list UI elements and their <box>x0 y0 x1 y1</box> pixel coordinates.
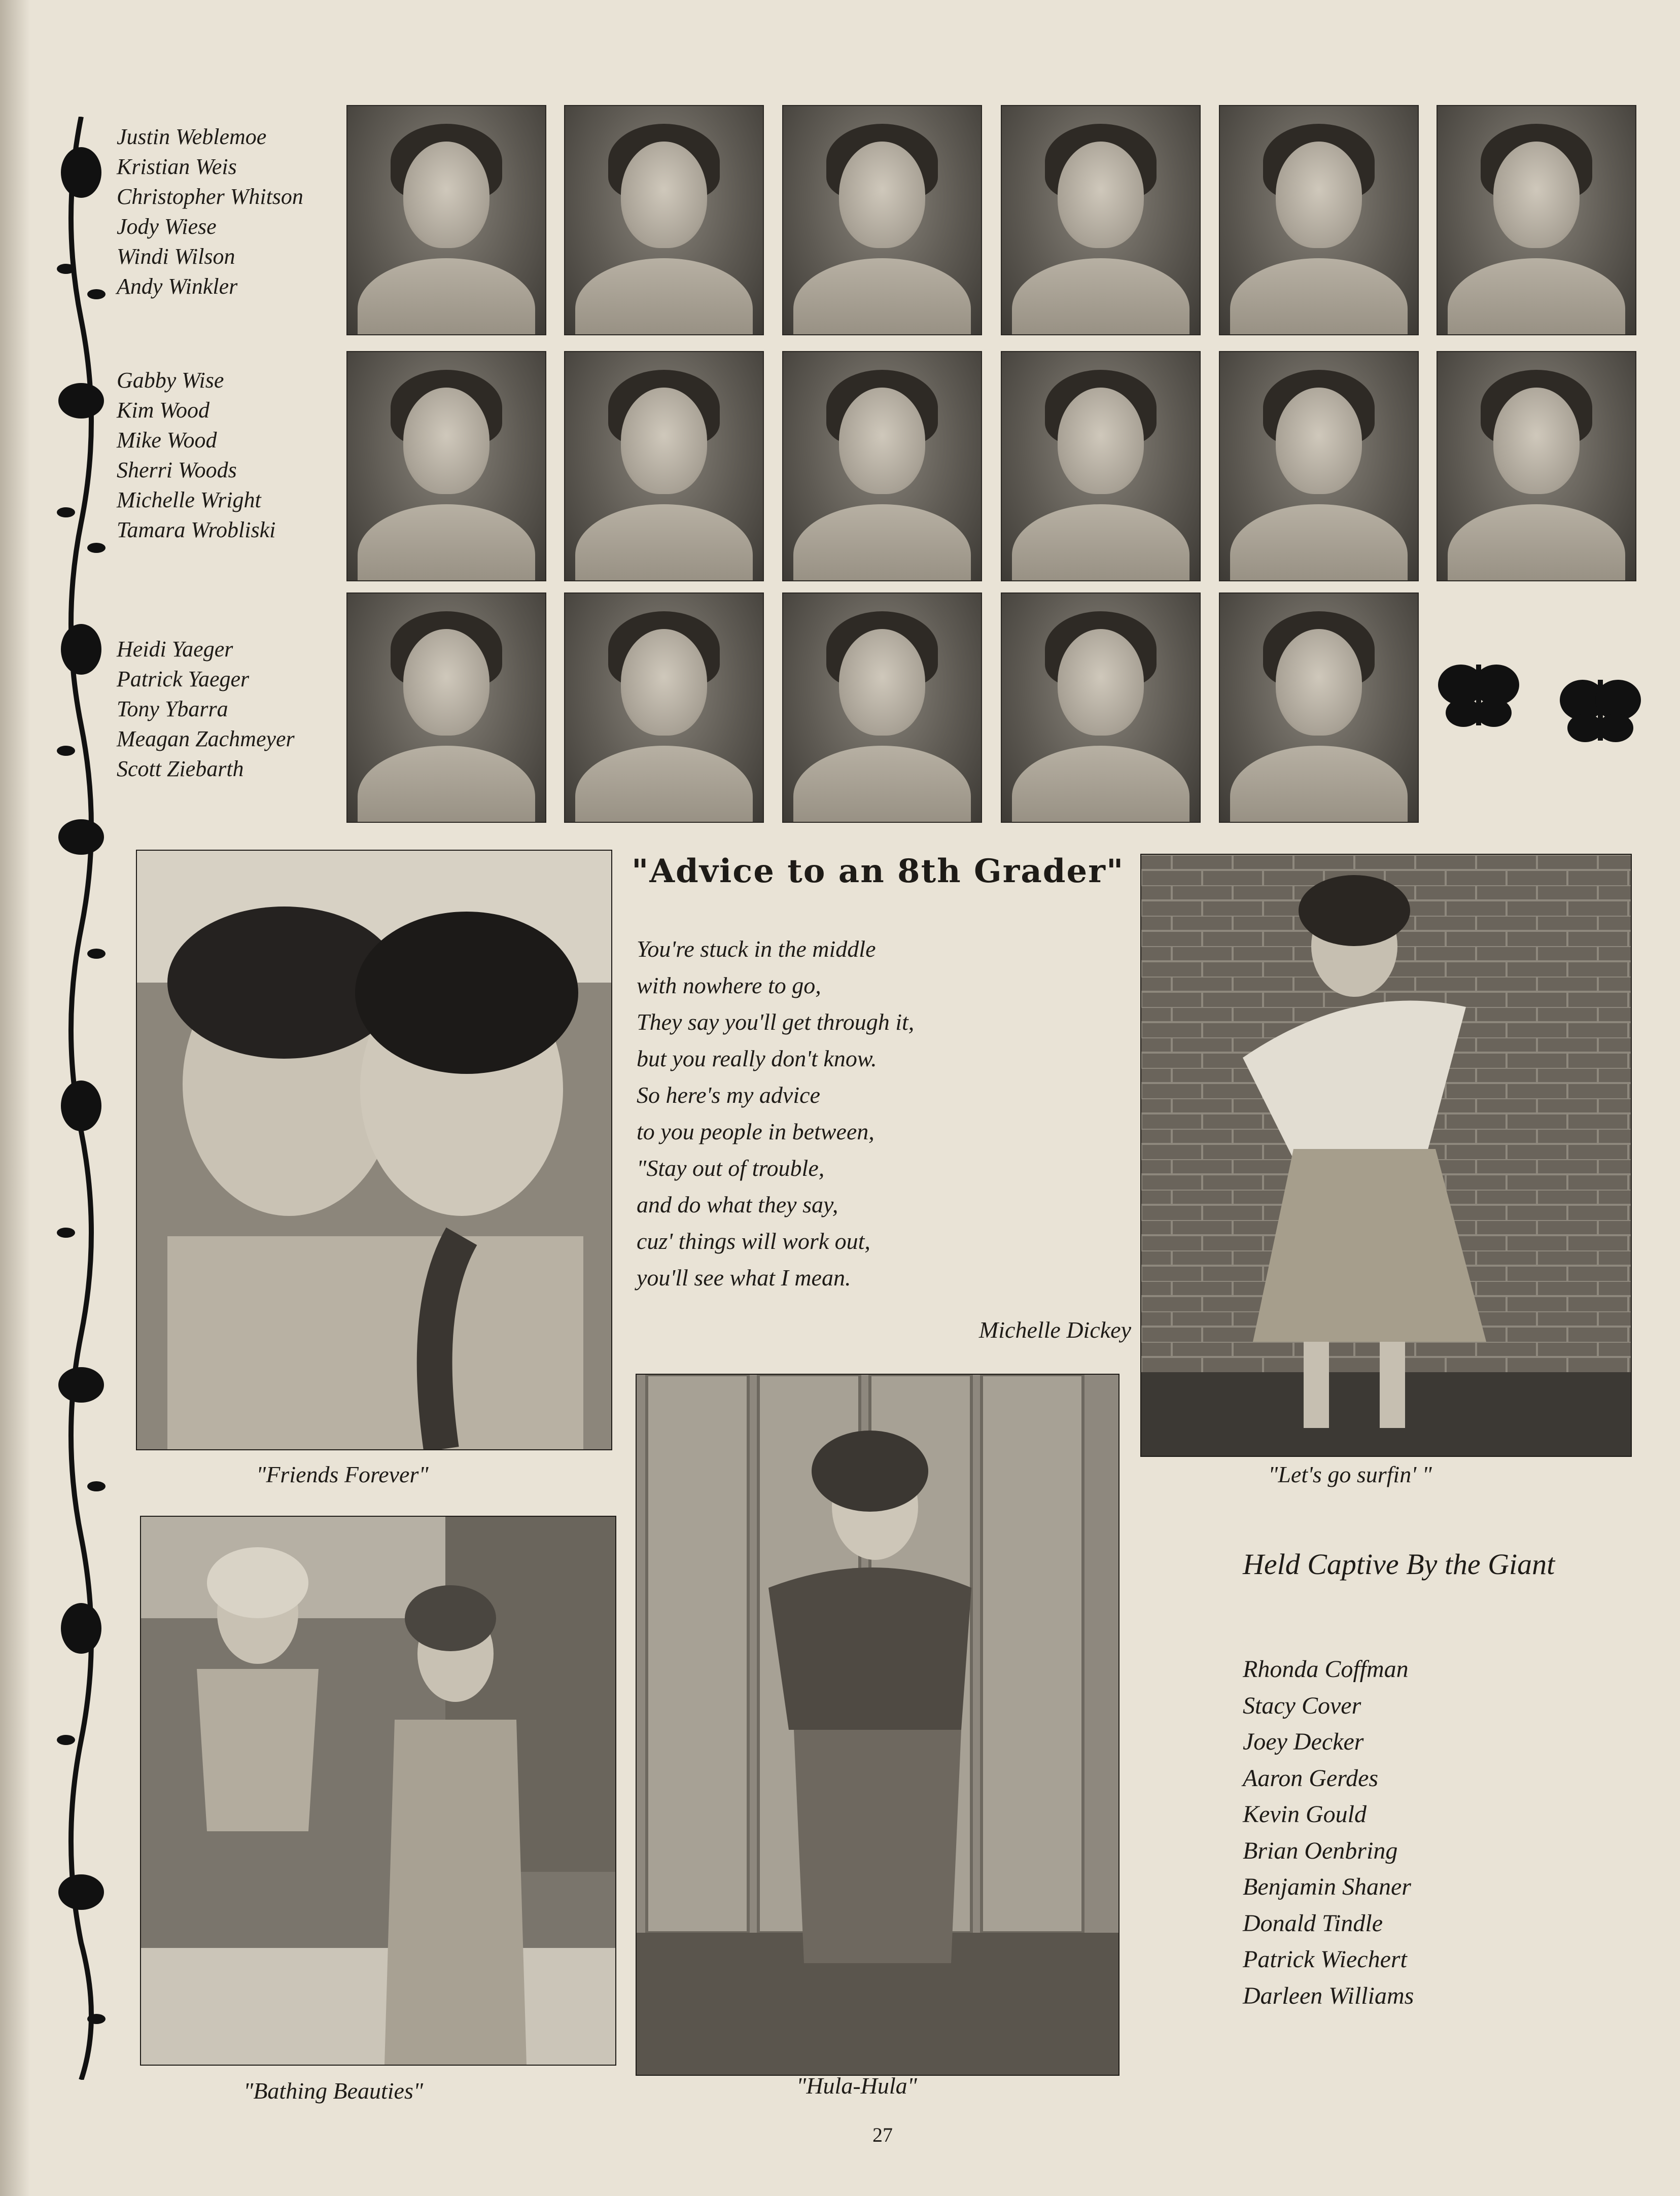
butterfly-icon <box>1557 670 1643 746</box>
student-name: Sherri Woods <box>117 458 237 482</box>
held-captive-name: Aaron Gerdes <box>1243 1764 1379 1792</box>
student-portrait <box>1001 105 1201 335</box>
student-name: Michelle Wright <box>117 487 261 512</box>
student-portrait <box>346 351 546 581</box>
student-portrait <box>782 105 982 335</box>
student-portrait <box>1219 592 1419 823</box>
student-name: Gabby Wise <box>117 368 224 393</box>
poem-body <box>637 931 1134 1296</box>
held-captive-name: Benjamin Shaner <box>1243 1873 1411 1900</box>
student-name: Kim Wood <box>117 398 209 423</box>
poem-line: but you really don't know. <box>637 1045 877 1071</box>
name-group-row-3 <box>117 634 345 784</box>
student-portrait <box>346 105 546 335</box>
name-group-row-1 <box>117 122 345 301</box>
held-captive-name: Darleen Williams <box>1243 1982 1414 2009</box>
hula-hula-photo <box>636 1374 1119 2076</box>
page-binding-edge <box>0 0 30 2196</box>
friends-forever-photo <box>136 850 612 1450</box>
poem-line: you'll see what I mean. <box>637 1265 851 1291</box>
student-portrait <box>1001 592 1201 823</box>
caption-friends-forever: "Friends Forever" <box>256 1461 429 1487</box>
student-name: Patrick Yaeger <box>117 667 250 691</box>
student-name: Andy Winkler <box>117 274 238 299</box>
poem-line: "Stay out of trouble, <box>637 1155 825 1181</box>
caption-lets-go-surfin: "Let's go surfin' " <box>1268 1461 1432 1487</box>
poem-line: They say you'll get through it, <box>637 1009 915 1035</box>
held-captive-name: Donald Tindle <box>1243 1909 1383 1937</box>
student-portrait <box>346 592 546 823</box>
poem-author: Michelle Dickey <box>978 1317 1131 1343</box>
poem-line: You're stuck in the middle <box>637 936 876 962</box>
lets-go-surfin-photo <box>1140 854 1632 1457</box>
poem-line: with nowhere to go, <box>637 972 821 998</box>
butterfly-icon <box>1436 654 1522 730</box>
student-name: Tony Ybarra <box>117 696 228 721</box>
name-group-row-2 <box>117 365 345 545</box>
student-portrait <box>1219 351 1419 581</box>
caption-bathing-beauties: "Bathing Beauties" <box>243 2078 424 2104</box>
poem-line: So here's my advice <box>637 1082 820 1108</box>
student-name: Meagan Zachmeyer <box>117 726 295 751</box>
student-name: Scott Ziebarth <box>117 756 244 781</box>
student-name: Christopher Whitson <box>117 184 303 209</box>
student-portrait <box>564 592 764 823</box>
student-portrait <box>564 105 764 335</box>
student-portrait <box>1437 105 1636 335</box>
held-captive-name: Kevin Gould <box>1243 1801 1367 1828</box>
student-name: Tamara Wrobliski <box>117 517 276 542</box>
student-name: Jody Wiese <box>117 214 217 239</box>
poem-line: to you people in between, <box>637 1119 874 1144</box>
student-name: Heidi Yaeger <box>117 637 233 661</box>
held-captive-name: Joey Decker <box>1243 1728 1364 1755</box>
poem-line: cuz' things will work out, <box>637 1228 870 1254</box>
bathing-beauties-photo <box>140 1516 616 2066</box>
held-captive-name: Brian Oenbring <box>1243 1837 1398 1864</box>
student-name: Justin Weblemoe <box>117 124 267 149</box>
page-number: 27 <box>872 2123 893 2146</box>
student-portrait <box>1219 105 1419 335</box>
caption-hula-hula: "Hula-Hula" <box>796 2073 917 2099</box>
held-captive-name: Rhonda Coffman <box>1243 1656 1409 1683</box>
held-captive-names <box>1243 1651 1598 2014</box>
poem-title: "Advice to an 8th Grader" <box>632 852 1125 890</box>
held-captive-name: Patrick Wiechert <box>1243 1946 1407 1973</box>
student-portrait <box>1437 351 1636 581</box>
student-name: Mike Wood <box>117 428 217 452</box>
poem-line: and do what they say, <box>637 1192 838 1217</box>
student-name: Windi Wilson <box>117 244 235 269</box>
student-portrait <box>782 592 982 823</box>
held-captive-name: Stacy Cover <box>1243 1692 1361 1719</box>
student-portrait <box>564 351 764 581</box>
held-captive-title: Held Captive By the Giant <box>1243 1548 1555 1581</box>
student-portrait <box>782 351 982 581</box>
decorative-border <box>46 117 117 2080</box>
student-name: Kristian Weis <box>117 154 237 179</box>
student-portrait <box>1001 351 1201 581</box>
